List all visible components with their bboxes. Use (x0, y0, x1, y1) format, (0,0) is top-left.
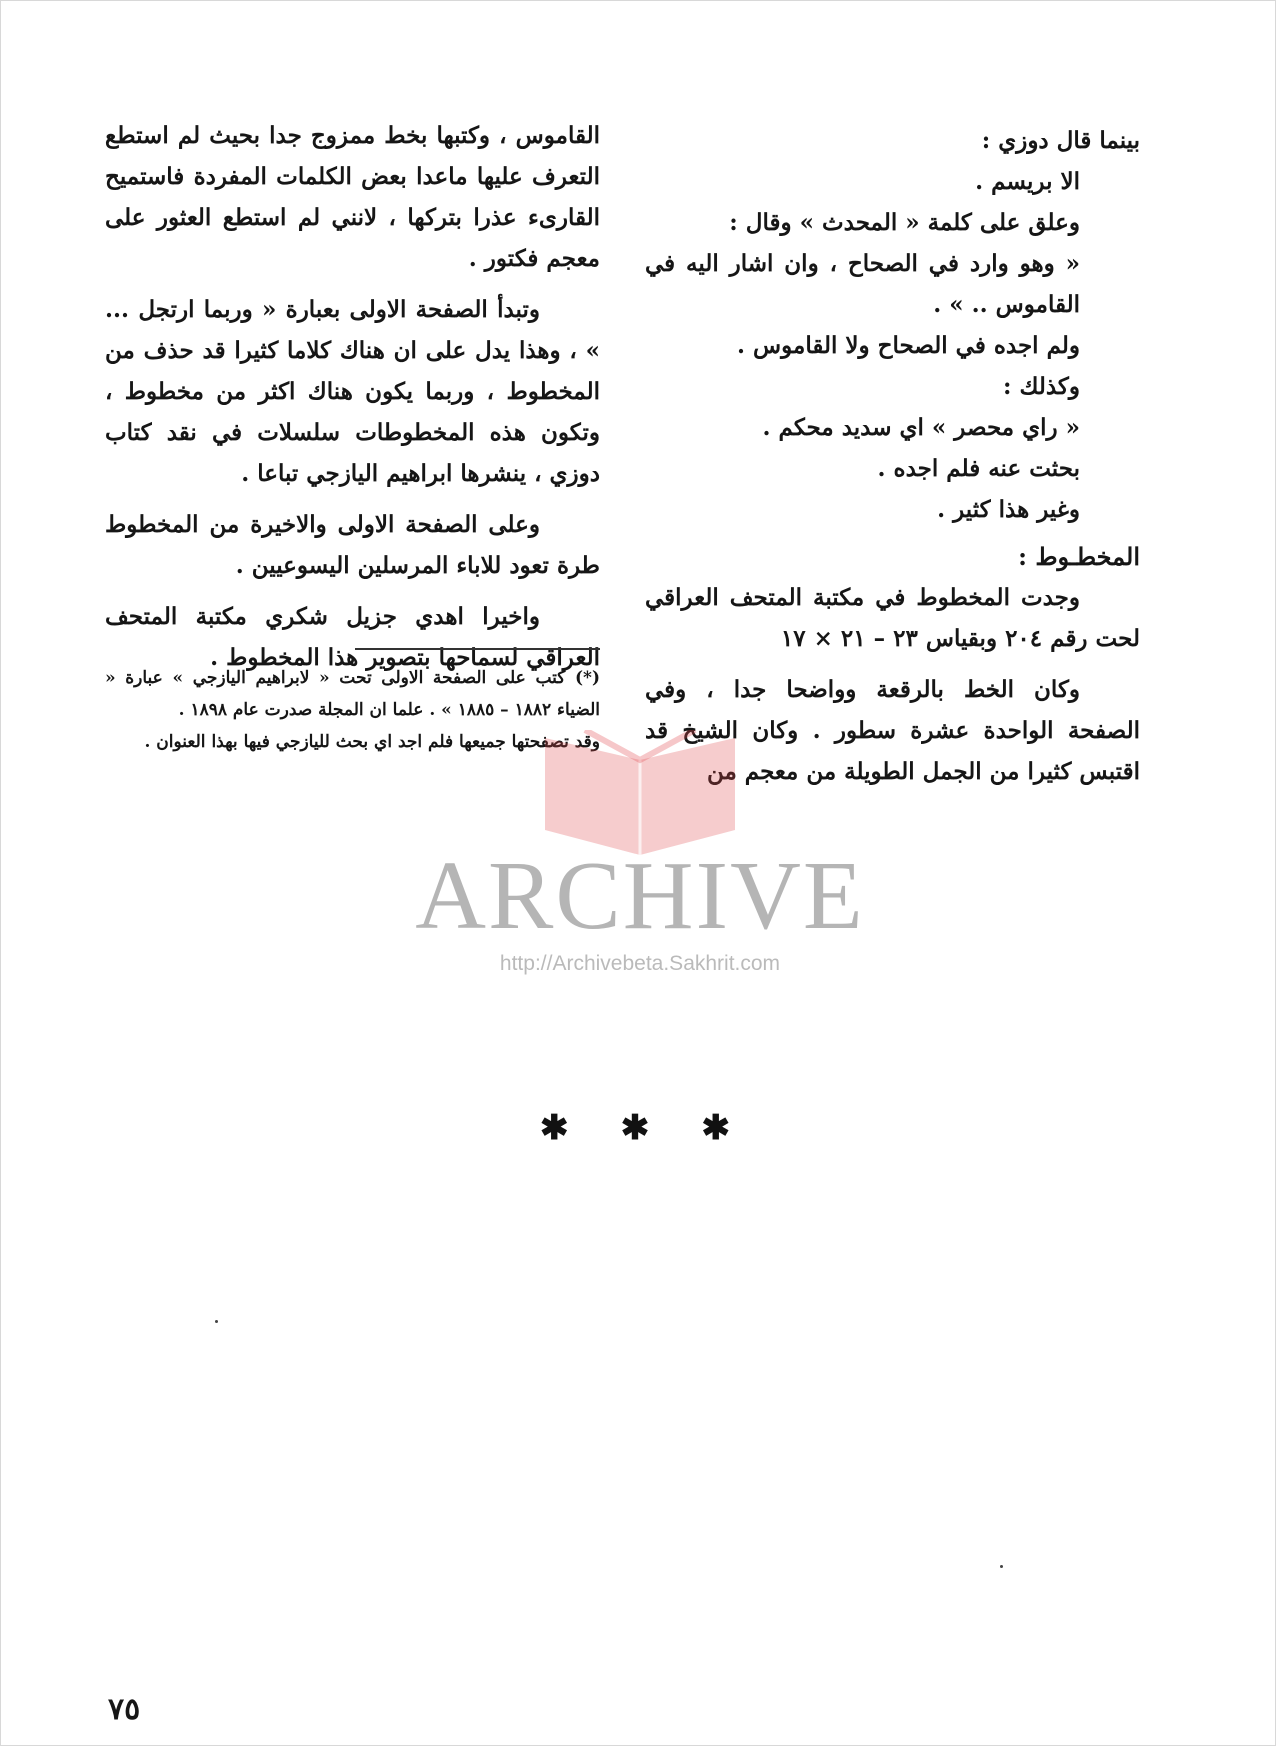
text-line: ولم اجده في الصحاح ولا القاموس . (737, 332, 1080, 359)
footnote: (*) كتب على الصفحة الاولى تحت « لابراهيم اليازجي » عبارة « الضياء ١٨٨٢ – ١٨٨٥ » . علما ان المجلة صدرت عام ١٨٩٨ . (105, 668, 600, 720)
scan-speck (1000, 1565, 1003, 1568)
text-line: بحثت عنه فلم اجده . (877, 455, 1080, 482)
text-line: بينما قال دوزي : (981, 127, 1140, 154)
scan-speck (215, 1320, 218, 1323)
paragraph: وتبدأ الصفحة الاولى بعبارة « وربما ارتجل ... » ، وهذا يدل على ان هناك كلاما كثيرا قد حذف من المخطوط ، وربما يكون هناك اكثر من مخطوط ، وتكون هذه المخطوطات سلسلات في نقد كتاب دوزي ، ينشرها ابراهيم اليازجي تباعا . (105, 296, 600, 487)
section-heading: المخطـوط : (1018, 542, 1140, 571)
text-line: « راي محصر » اي سديد محكم . (762, 414, 1080, 441)
watermark-url: http://Archivebeta.Sakhrit.com (499, 952, 781, 975)
asterisk-icon: ✱ (620, 1108, 650, 1148)
page-number: ٧٥ (108, 1692, 141, 1727)
section-separator (540, 1108, 730, 1148)
asterisk-icon: ✱ (701, 1108, 730, 1148)
paragraph: وعلى الصفحة الاولى والاخيرة من المخطوط طرة تعود للاباء المرسلين اليسوعيين . (105, 511, 600, 579)
paragraph: واخيرا اهدي جزيل شكري مكتبة المتحف العراقي لسماحها بتصوير هذا المخطوط . (105, 603, 600, 671)
footnotes (105, 662, 600, 758)
paragraph: وكان الخط بالرقعة وواضحا جدا ، وفي الصفحة الواحدة عشرة سطور . وكان الشيخ قد اقتبس كثيرا من الجمل الطويلة من معجم من (645, 676, 1140, 785)
paragraph: وجدت المخطوط في مكتبة المتحف العراقي لحت رقم ٢٠٤ وبقياس ٢٣ – ٢١ × ١٧ (645, 584, 1140, 652)
asterisk-icon: ✱ (540, 1108, 569, 1148)
left-column (105, 115, 600, 678)
watermark-title: ARCHIVE (415, 842, 865, 950)
text-line: وكذلك : (1002, 373, 1080, 400)
footnote: وقد تصفحتها جميعها فلم اجد اي بحث لليازجي فيها بهذا العنوان . (144, 732, 600, 752)
text-line: الا بريسم . (975, 168, 1080, 195)
paragraph: القاموس ، وكتبها بخط ممزوج جدا بحيث لم استطع التعرف عليها ماعدا بعض الكلمات المفردة فاستميح القارىء عذرا بتركها ، لانني لم استطع العثور على معجم فكتور . (105, 122, 600, 272)
paragraph: « وهو وارد في الصحاح ، وان اشار اليه في القاموس .. » . (645, 250, 1080, 318)
text-line: وعلق على كلمة « المحدث » وقال : (729, 209, 1080, 236)
footnote-divider (355, 648, 600, 650)
text-line: وغير هذا كثير . (937, 496, 1080, 523)
right-column (645, 120, 1140, 792)
